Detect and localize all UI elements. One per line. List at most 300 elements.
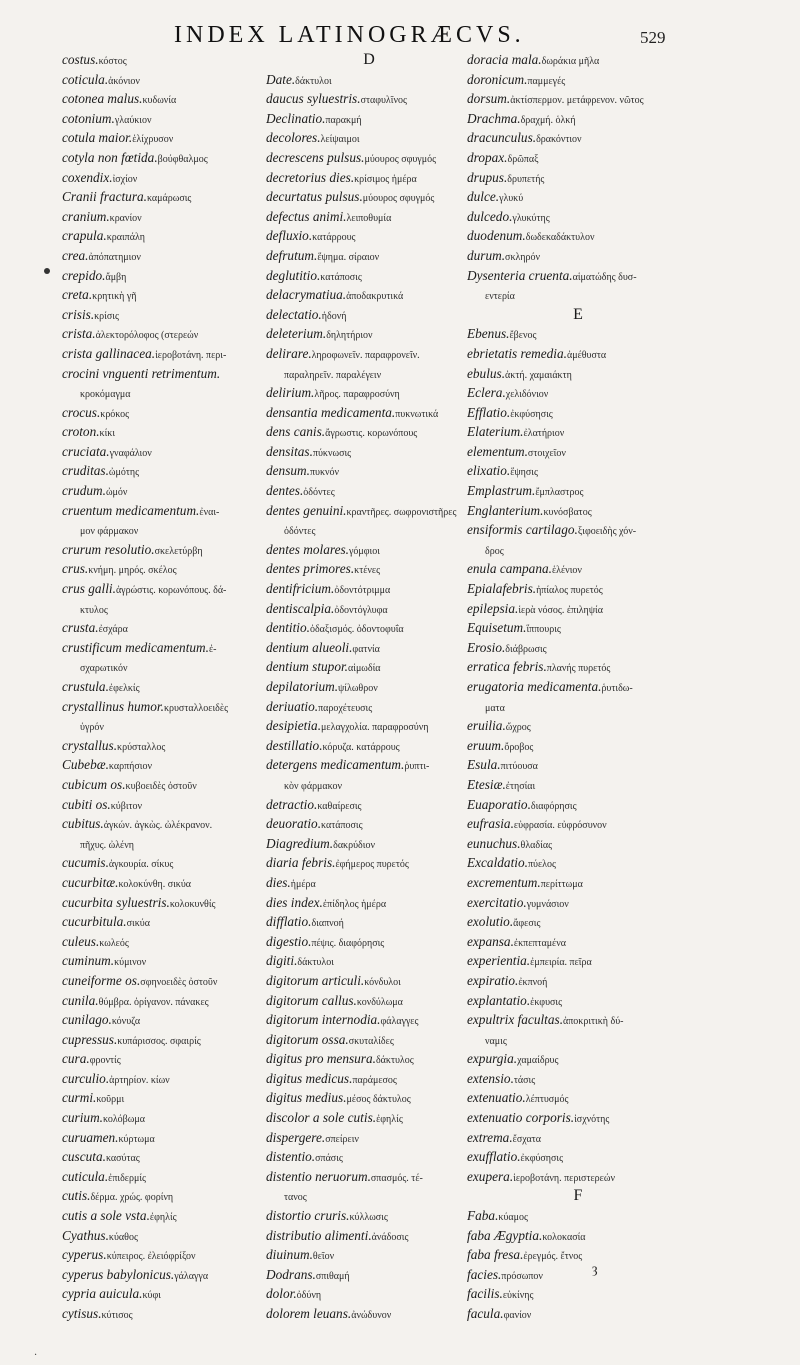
latin-term: extenuatio. [467, 1090, 526, 1106]
index-entry [467, 1265, 689, 1285]
latin-term: curium. [62, 1110, 103, 1126]
greek-term: σπάσις [315, 1153, 343, 1165]
index-entry [266, 442, 472, 462]
latin-term: dentitio. [266, 620, 310, 636]
latin-term: eufrasia. [467, 816, 514, 832]
latin-term: facula. [467, 1306, 504, 1321]
index-entry [467, 344, 689, 364]
greek-term: δρακόντιον [536, 134, 582, 146]
index-entry [266, 168, 472, 188]
index-entry [467, 207, 689, 227]
greek-term: χαμαίδρυς [517, 1055, 559, 1067]
latin-term: desipietia. [266, 718, 322, 734]
index-entry [266, 109, 472, 129]
latin-term: delirium. [266, 385, 315, 401]
latin-term: cotonium. [62, 110, 115, 126]
greek-term: γλυκύ [499, 193, 524, 205]
index-entry [467, 70, 689, 90]
index-entry [266, 1108, 472, 1128]
greek-term: ψίλωθρον [338, 683, 378, 694]
greek-term: σκληρόν [505, 251, 540, 263]
index-entry [62, 775, 268, 795]
greek-term: σπιθαμή [315, 1270, 350, 1282]
greek-term: παράμεσος [352, 1074, 397, 1086]
latin-term: Emplastrum. [467, 483, 536, 499]
latin-term: extrema. [467, 1129, 513, 1145]
index-entry [467, 795, 689, 815]
latin-term: ebrietatis remedia. [467, 345, 567, 361]
index-entry [467, 1284, 689, 1304]
greek-term: γλυκύτης [512, 212, 550, 224]
index-entry [266, 501, 472, 521]
index-entry [266, 677, 472, 697]
greek-term: κόστος [98, 56, 127, 67]
index-entry [467, 422, 689, 442]
greek-term: κολοκασία [542, 1231, 586, 1243]
index-entry [62, 873, 268, 893]
latin-term: Declinatio. [266, 110, 326, 126]
index-entry [266, 324, 472, 344]
index-entry [467, 109, 689, 129]
index-entry [62, 403, 268, 423]
index-entry [266, 461, 472, 481]
latin-term: Dysenteria cruenta. [467, 267, 573, 283]
latin-term: digiti. [266, 953, 298, 969]
greek-term: ἐφηλίς [149, 1212, 177, 1224]
greek-term: σικύα [126, 918, 150, 930]
latin-term: dentes molares. [266, 541, 349, 557]
latin-term: culeus. [62, 933, 100, 949]
index-entry [266, 716, 472, 736]
latin-term: duodenum. [467, 228, 526, 244]
greek-term: μύουρος σφυγμός [362, 193, 435, 205]
index-entry [62, 1108, 268, 1128]
latin-term: Englanterium. [467, 502, 544, 518]
latin-term: crisis. [62, 306, 95, 322]
latin-term: cura. [62, 1051, 90, 1067]
latin-term: cupressus. [62, 1031, 118, 1047]
latin-term: elementum. [467, 443, 528, 459]
greek-term: παροχέτευσις [318, 702, 373, 714]
latin-term: facilis. [467, 1286, 503, 1302]
latin-term: deleterium. [266, 326, 327, 342]
greek-term: ἐφηλίς [376, 1114, 403, 1126]
index-entry [266, 285, 472, 305]
greek-term: ληροφωνεῖν. παραφρονεῖν. [311, 349, 420, 361]
latin-term: diuinum. [266, 1247, 313, 1263]
index-entry [62, 638, 268, 658]
index-entry [266, 814, 472, 834]
greek-term: ἀλεκτορόλοφος (στερεών [95, 330, 199, 342]
greek-term: κυβοειδὲς ὀστοῦν [125, 780, 197, 792]
index-entry [266, 1226, 472, 1246]
greek-term: κνήμη. μηρός. σκέλος [88, 565, 177, 577]
greek-term: δραχμή. ὁλκή [520, 114, 576, 126]
index-entry [467, 814, 689, 834]
index-entry [467, 1206, 689, 1226]
greek-term: ἰσχνότης [574, 1114, 610, 1126]
index-entry [467, 559, 689, 579]
index-entry [467, 383, 689, 403]
greek-term: σκελετύρβη [154, 545, 203, 557]
greek-term: θεῖον [312, 1251, 335, 1263]
index-entry [62, 1128, 268, 1148]
greek-term: κὸν φάρμακον [284, 780, 343, 792]
index-entry [467, 1128, 689, 1148]
latin-term: cuscuta. [62, 1149, 106, 1165]
greek-term: ἀμέθυστα [566, 349, 607, 361]
greek-term: ναμις [485, 1035, 507, 1047]
latin-term: dentes genuini. [266, 502, 347, 518]
greek-term: σπασμός. τέ- [370, 1172, 423, 1184]
index-entry [62, 324, 268, 344]
latin-term: dispergere. [266, 1129, 326, 1145]
latin-term: digitorum callus. [266, 992, 357, 1008]
greek-term: ἐφήμερος πυρετός [335, 859, 409, 871]
greek-term: ἐκφυσις [530, 996, 563, 1008]
index-entry [266, 912, 472, 932]
index-entry [266, 1265, 472, 1285]
greek-term: εὐφρασία. εὐφρόσυνον [513, 820, 607, 832]
greek-term: φατνία [352, 643, 380, 655]
latin-term: cucurbita syluestris. [62, 894, 170, 910]
latin-term: cubicum os. [62, 776, 126, 792]
latin-term: coxendix. [62, 169, 113, 185]
index-entry [62, 128, 268, 148]
latin-term: Cyathus. [62, 1227, 109, 1243]
greek-term: ὀδοντόγλυφα [334, 604, 388, 616]
index-entry [62, 305, 268, 325]
index-entry [266, 128, 472, 148]
greek-term: ἱερὰ νόσος. ἐπιληψία [518, 604, 603, 616]
latin-term: distributio alimenti. [266, 1227, 372, 1243]
greek-term: παρακμή [325, 114, 362, 126]
index-entry [62, 912, 268, 932]
greek-term: καθαίρεσις [317, 800, 362, 812]
greek-term: ἀγκών. ἀγκὼς. ὠλέκρανον. [103, 820, 213, 832]
latin-term: excrementum. [467, 874, 541, 890]
greek-term: περίττωμα [540, 878, 583, 890]
index-entry [467, 481, 689, 501]
greek-term: σφηνοειδὲς ὀστοῦν [140, 976, 218, 988]
latin-term: Diagredium. [266, 835, 334, 851]
greek-term: παραληρεῖν. παραλέγειν [284, 369, 382, 381]
index-column-3 [467, 50, 689, 1324]
index-entry [62, 1147, 268, 1167]
latin-term: Excaldatio. [467, 855, 528, 871]
index-entry [62, 991, 268, 1011]
greek-term: κολοκυνθίς [169, 898, 216, 910]
latin-term: crapula. [62, 228, 107, 244]
greek-term: δακρύδιον [333, 839, 375, 851]
index-entry [467, 266, 689, 286]
index-entry [266, 364, 472, 384]
index-entry [62, 540, 268, 560]
index-entry [62, 1030, 268, 1050]
latin-term: doronicum. [467, 71, 528, 87]
greek-term: ἀγρώστις. κορωνόπους. δά- [115, 585, 227, 597]
index-entry [467, 579, 689, 599]
greek-term: φάλαγγες [380, 1016, 419, 1028]
greek-term: ἄγρωστις. κορωνόπους [325, 428, 418, 440]
index-entry [62, 1245, 268, 1265]
catchword-mark: ȝ [592, 1262, 598, 1277]
latin-term: cotula maior. [62, 130, 133, 146]
latin-term: delirare. [266, 345, 312, 361]
index-entry [62, 951, 268, 971]
index-entry [62, 70, 268, 90]
greek-term: καρπήσιον [108, 761, 152, 773]
greek-term: κυπάρισσος. σφαιρίς [117, 1035, 201, 1047]
index-entry [62, 893, 268, 913]
latin-term: Equisetum. [467, 620, 527, 636]
greek-term: κασύτας [105, 1153, 140, 1165]
latin-term: Faba. [467, 1208, 499, 1224]
index-entry [266, 1245, 472, 1265]
greek-term: ἡδονή [321, 310, 347, 322]
greek-term: κύλλωσις [349, 1212, 388, 1224]
greek-term: ἄφεσις [513, 918, 541, 930]
latin-term: cutis a sole vsta. [62, 1208, 150, 1224]
greek-term: λειποθυμία [346, 212, 392, 224]
latin-term: cubitus. [62, 816, 104, 832]
greek-term: δάκτυλος [375, 1055, 414, 1067]
greek-term: κόνδυλοι [364, 976, 401, 988]
greek-term: κολοκύνθη. σικύα [118, 878, 192, 890]
latin-term: eruilia. [467, 718, 506, 734]
latin-term: expurgia. [467, 1051, 518, 1067]
index-entry [266, 1128, 472, 1148]
index-entry [467, 168, 689, 188]
greek-term: κύαθος [108, 1231, 138, 1243]
greek-term: δάκτυλοι [295, 75, 332, 87]
greek-term: διαφόρησις [530, 800, 577, 812]
latin-term: explantatio. [467, 992, 531, 1008]
greek-term: κτένες [354, 565, 381, 577]
index-entry [62, 1265, 268, 1285]
greek-term: τάσις [513, 1074, 536, 1086]
latin-term: Ebenus. [467, 326, 510, 342]
index-entry [62, 677, 268, 697]
index-entry [467, 971, 689, 991]
latin-term: Dodrans. [266, 1266, 316, 1282]
index-entry [62, 1088, 268, 1108]
greek-term: κολόβωμα [103, 1114, 145, 1126]
index-entry [467, 89, 689, 109]
index-entry [62, 168, 268, 188]
latin-term: dropax. [467, 149, 508, 165]
index-entry [266, 1010, 472, 1030]
index-entry [266, 1049, 472, 1069]
greek-term: εντερία [485, 291, 515, 303]
greek-term: ἐναι- [199, 506, 220, 518]
latin-term: extensio. [467, 1070, 514, 1086]
latin-term: elixatio. [467, 463, 511, 479]
index-entry [62, 89, 268, 109]
latin-term: extenuatio corporis. [467, 1110, 575, 1126]
greek-term: ἡμέρα [290, 878, 316, 890]
greek-term: ἐκπνοή [518, 976, 548, 988]
index-entry [266, 951, 472, 971]
greek-term: κωλεός [99, 937, 129, 949]
latin-term: Etesiæ. [467, 776, 506, 792]
index-entry [266, 187, 472, 207]
latin-term: crocini vnguenti retrimentum. [62, 365, 221, 381]
greek-term: πέψις. διαφόρησις [311, 937, 385, 949]
greek-term: ὀδύνη [296, 1290, 322, 1302]
latin-term: cucurbitæ. [62, 874, 119, 890]
latin-term: ebulus. [467, 365, 506, 381]
latin-term: erratica febris. [467, 659, 547, 675]
latin-term: crus. [62, 561, 89, 577]
greek-term: δάκτυλοι [297, 957, 334, 969]
latin-term: cyperus babylonicus. [62, 1266, 175, 1282]
latin-term: eruum. [467, 737, 505, 753]
greek-term: δρυπετής [507, 173, 545, 185]
index-entry [467, 716, 689, 736]
greek-term: δηλητήριον [326, 330, 373, 342]
greek-term: διαπνοή [311, 918, 344, 930]
greek-term: πλανής πυρετός [546, 663, 611, 675]
greek-term: κρανίον [109, 212, 142, 224]
latin-term: cuneiforme os. [62, 972, 141, 988]
latin-term: exolutio. [467, 914, 514, 930]
greek-term: θύμβρα. ὀρίγανον. πάνακες [98, 996, 209, 1008]
greek-term: κρίσις [94, 310, 119, 322]
index-entry [62, 1010, 268, 1030]
latin-term: crystallinus humor. [62, 698, 164, 714]
index-entry [266, 736, 472, 756]
index-entry [62, 814, 268, 834]
latin-term: creta. [62, 287, 93, 303]
latin-term: crea. [62, 247, 89, 263]
index-entry [266, 481, 472, 501]
greek-term: γόμφιοι [348, 545, 380, 557]
latin-term: dolor. [266, 1286, 297, 1302]
latin-term: detractio. [266, 796, 318, 812]
index-entry [266, 932, 472, 952]
index-entry [467, 461, 689, 481]
index-entry [467, 932, 689, 952]
greek-term: ἐφελκίς [108, 683, 140, 694]
index-entry [62, 1304, 268, 1324]
index-entry [62, 755, 268, 775]
latin-term: crista. [62, 326, 96, 342]
greek-term: ἐπίδηλος ἡμέρα [322, 898, 387, 910]
latin-term: cuminum. [62, 953, 115, 969]
latin-term: coticula. [62, 71, 109, 87]
index-entry [266, 540, 472, 560]
index-entry [467, 1010, 689, 1030]
index-entry [62, 559, 268, 579]
greek-term: λῆρος. παραφροσύνη [314, 389, 400, 401]
index-entry [62, 618, 268, 638]
latin-term: crustula. [62, 679, 109, 694]
latin-term: digitorum articuli. [266, 972, 365, 988]
index-entry [266, 383, 472, 403]
index-entry [467, 1030, 689, 1050]
greek-term: κύαμος [498, 1212, 528, 1224]
greek-term: δέρμα. χρώς. φορίνη [90, 1192, 174, 1204]
latin-term: eunuchus. [467, 835, 521, 851]
latin-term: cuticula. [62, 1168, 109, 1184]
index-entry [62, 1049, 268, 1069]
index-entry [467, 638, 689, 658]
greek-term: κύβιτον [110, 800, 143, 812]
index-entry [62, 520, 268, 540]
greek-term: μελαγχολία. παραφροσύνη [321, 722, 429, 734]
index-entry [467, 893, 689, 913]
page-number: 529 [640, 28, 666, 47]
latin-term: epilepsia. [467, 600, 519, 616]
greek-term: κατάποσις [320, 271, 362, 283]
latin-term: Drachma. [467, 110, 521, 126]
latin-term: facies. [467, 1266, 502, 1282]
greek-term: ἔβενος [509, 330, 537, 342]
greek-term: σταφυλῖνος [360, 95, 407, 107]
latin-term: cytisus. [62, 1306, 102, 1321]
greek-term: ἀνάδοσις [371, 1231, 409, 1243]
index-entry [266, 1147, 472, 1167]
greek-term: ὑγρόν [80, 722, 104, 734]
latin-term: destillatio. [266, 737, 323, 753]
latin-term: crudum. [62, 483, 106, 499]
greek-term: πρόσωπον [501, 1270, 543, 1282]
latin-term: densitas. [266, 443, 313, 459]
index-entry [266, 1206, 472, 1226]
greek-term: ἐτησίαι [505, 780, 536, 792]
index-entry [62, 422, 268, 442]
greek-term: δωράκια μῆλα [541, 56, 600, 67]
latin-term: exufflatio. [467, 1149, 521, 1165]
index-entry [62, 383, 268, 403]
latin-term: curculio. [62, 1070, 110, 1086]
section-letter: D [363, 51, 375, 68]
index-entry [62, 579, 268, 599]
index-entry [62, 932, 268, 952]
greek-term: δρος [485, 545, 504, 557]
latin-term: delectatio. [266, 306, 322, 322]
index-entry [467, 1088, 689, 1108]
greek-term: κρητικὴ γῆ [92, 291, 137, 303]
index-entry [62, 1206, 268, 1226]
index-entry [467, 50, 689, 70]
greek-term: ξιφοειδὴς χόν- [577, 526, 637, 538]
latin-term: ensiformis cartilago. [467, 522, 578, 538]
latin-term: Euaporatio. [467, 796, 531, 812]
latin-term: costus. [62, 52, 99, 67]
index-entry [62, 187, 268, 207]
index-entry [62, 207, 268, 227]
index-entry [467, 775, 689, 795]
greek-term: ὤχρος [505, 722, 531, 734]
index-entry [62, 246, 268, 266]
index-entry [467, 755, 689, 775]
greek-term: κυνόσβατος [543, 506, 592, 518]
index-entry [62, 599, 268, 619]
latin-term: dentifricium. [266, 581, 335, 597]
index-entry [266, 1069, 472, 1089]
greek-term: κοῦρμι [96, 1094, 125, 1106]
binding-hole-mark [44, 268, 50, 274]
index-entry [266, 1186, 472, 1206]
greek-term: ἀγκουρία. σίκυς [108, 859, 174, 871]
index-entry [62, 442, 268, 462]
index-entry [467, 246, 689, 266]
greek-term: σχαρωτικόν [80, 663, 128, 675]
index-entry [62, 1069, 268, 1089]
greek-term: κόρυζα. κατάρρους [322, 741, 400, 753]
